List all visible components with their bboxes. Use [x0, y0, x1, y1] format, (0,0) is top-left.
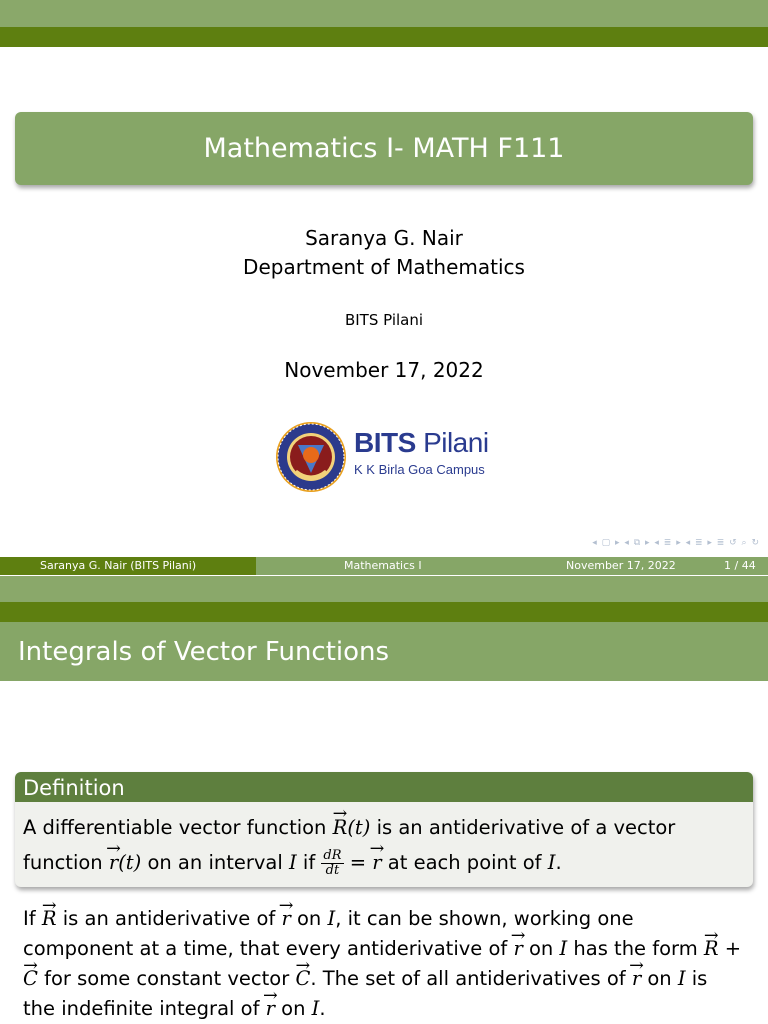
interval-I: I — [677, 967, 686, 990]
para-text: is the indefinite integral of — [23, 967, 708, 1020]
para-text: is an antiderivative of — [56, 907, 282, 930]
def-text: on an interval — [141, 851, 289, 874]
footer-right-block — [256, 557, 768, 575]
def-text: at each point of — [381, 851, 548, 874]
def-arg: (t) — [118, 851, 142, 874]
fraction-denominator: dt — [325, 863, 340, 878]
logo-wordmark — [354, 427, 489, 459]
para-text: + — [718, 937, 742, 960]
bits-seal-icon — [274, 421, 348, 493]
para-text: . The set of all antiderivatives of — [310, 967, 632, 990]
def-text: function — [23, 851, 109, 874]
footer-date: November 17, 2022 — [566, 559, 676, 572]
para-text: for some constant vector — [37, 967, 296, 990]
para-text: If — [23, 907, 42, 930]
interval-I: I — [547, 851, 556, 874]
fraction-numerator: dR — [323, 848, 342, 863]
logo-pilani: Pilani — [423, 427, 489, 458]
def-text: . — [555, 851, 562, 874]
institute: BITS Pilani — [344, 311, 424, 329]
para-text: on — [522, 937, 560, 960]
header-bar-dark — [0, 602, 768, 622]
para-text: has the form — [567, 937, 704, 960]
def-arg: (t) — [347, 816, 371, 839]
content-slide — [0, 576, 768, 1024]
body-paragraph — [23, 904, 743, 1024]
para-text: , it can be shown, working one component at a time, that every antiderivative of — [23, 907, 634, 960]
vector-C: → C — [23, 964, 38, 994]
footer-title: Mathematics I — [344, 559, 422, 572]
header-bar-dark — [0, 27, 768, 47]
definition-header: Definition — [15, 772, 753, 802]
bits-pilani-logo — [274, 421, 504, 493]
para-text: on — [290, 907, 328, 930]
logo-campus: K K Birla Goa Campus — [354, 462, 485, 477]
para-text: on — [641, 967, 678, 990]
definition-block — [15, 772, 753, 887]
header-bar-light — [0, 576, 768, 602]
para-text: on — [274, 997, 312, 1020]
slide-footer — [0, 557, 768, 575]
footer-author: Saranya G. Nair (BITS Pilani) — [40, 559, 197, 572]
def-text: if — [296, 851, 322, 874]
vector-R: → R — [704, 934, 719, 964]
para-text: . — [319, 997, 326, 1020]
footer-page-number: 1 / 44 — [724, 559, 756, 572]
vector-r: → r — [632, 964, 641, 994]
interval-I: I — [311, 997, 320, 1020]
vector-R: → R — [42, 904, 57, 934]
vector-r: → r — [109, 845, 118, 880]
presentation-date: November 17, 2022 — [284, 358, 484, 382]
def-text: = — [343, 851, 373, 874]
interval-I: I — [327, 907, 336, 930]
department: Department of Mathematics — [243, 255, 525, 279]
frame-title: Integrals of Vector Functions — [0, 622, 768, 681]
def-text: is an antiderivative of a vector — [370, 816, 676, 839]
interval-I: I — [289, 851, 297, 874]
vector-r: → r — [266, 994, 275, 1024]
derivative-fraction — [321, 849, 343, 878]
vector-r: → r — [372, 845, 381, 880]
header-bar-light — [0, 0, 768, 27]
definition-body — [15, 802, 753, 880]
def-text: A differentiable vector function — [23, 816, 333, 839]
interval-I: I — [559, 937, 568, 960]
author-name: Saranya G. Nair — [305, 226, 463, 250]
vector-R: → R — [333, 810, 348, 845]
slide-title: Mathematics I- MATH F111 — [15, 112, 753, 185]
vector-r: → r — [513, 934, 522, 964]
vector-C: → C — [295, 964, 310, 994]
footer-left-block — [0, 557, 256, 575]
beamer-navigation-icons[interactable]: ◂ ▢ ▸ ◂ ⧉ ▸ ◂ ≣ ▸ ◂ ≣ ▸ ≣ ↺ ⌕ ↻ — [592, 538, 760, 548]
logo-bits: BITS — [354, 427, 416, 458]
vector-r: → r — [281, 904, 290, 934]
